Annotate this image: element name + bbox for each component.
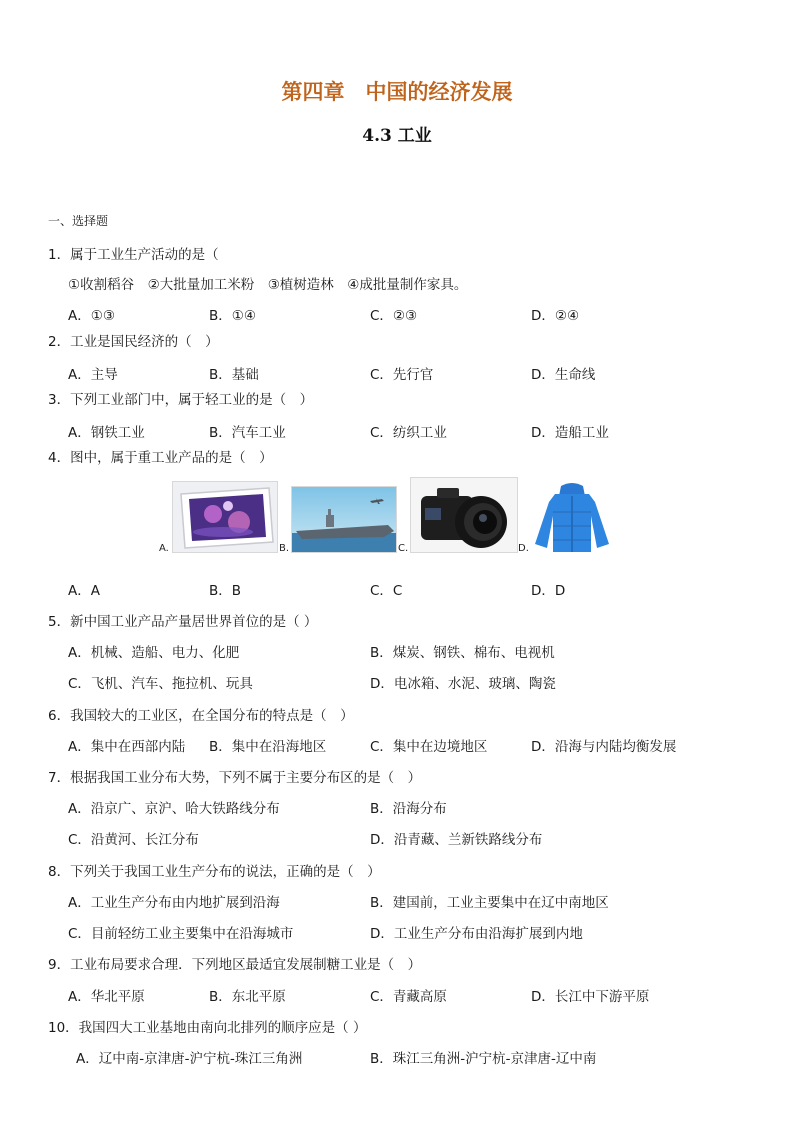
option-b: B．①④: [209, 308, 256, 324]
option-b: B．集中在沿海地区: [209, 739, 327, 755]
question-stem: 10．我国四大工业基地由南向北排列的顺序应是（ ）: [48, 1020, 367, 1036]
jacket-image: [530, 481, 612, 553]
aircraft-carrier-image: [291, 486, 397, 553]
option-a: A．华北平原: [68, 989, 145, 1005]
question-stem: 1．属于工业生产活动的是（: [48, 247, 219, 263]
option-b: B．B: [209, 583, 242, 599]
option-a: A．工业生产分布由内地扩展到沿海: [68, 895, 280, 911]
question-stem: 5．新中国工业产品产量居世界首位的是（ ）: [48, 614, 318, 630]
question-stem: 4．图中，属于重工业产品的是（ ）: [48, 450, 273, 466]
option-c: C．②③: [370, 308, 418, 324]
question-stem: 7．根据我国工业分布大势，下列不属于主要分布区的是（ ）: [48, 770, 422, 786]
option-a: A．A: [68, 583, 100, 599]
option-d: D．沿海与内陆均衡发展: [531, 739, 677, 755]
image-label-c: C.: [398, 543, 409, 554]
option-c: C．纺织工业: [370, 425, 447, 441]
lesson-title: 4.3 工业: [362, 126, 432, 146]
question-stem: 2．工业是国民经济的（ ）: [48, 334, 219, 350]
option-c: C．C: [370, 583, 403, 599]
option-c: C．目前轻纺工业主要集中在沿海城市: [68, 926, 294, 942]
image-label-a: A.: [159, 543, 169, 554]
option-d: D．②④: [531, 308, 580, 324]
tablet-image: [172, 481, 278, 553]
option-d: D．生命线: [531, 367, 596, 383]
option-a: A．主导: [68, 367, 118, 383]
option-b: B．东北平原: [209, 989, 286, 1005]
option-b: B．汽车工业: [209, 425, 286, 441]
question-sub-items: ①收割稻谷 ②大批量加工米粉 ③植树造林 ④成批量制作家具。: [68, 277, 468, 293]
camera-image: [410, 477, 518, 553]
option-c: C．沿黄河、长江分布: [68, 832, 199, 848]
option-d: D．D: [531, 583, 566, 599]
option-a: A．沿京广、京沪、哈大铁路线分布: [68, 801, 280, 817]
option-a: A．①③: [68, 308, 115, 324]
option-c: C．飞机、汽车、拖拉机、玩具: [68, 676, 253, 692]
option-c: C．集中在边境地区: [370, 739, 488, 755]
question-stem: 3．下列工业部门中，属于轻工业的是（ ）: [48, 392, 314, 408]
option-d: D．沿青藏、兰新铁路线分布: [370, 832, 543, 848]
option-b: B．煤炭、钢铁、棉布、电视机: [370, 645, 555, 661]
option-b: B．沿海分布: [370, 801, 447, 817]
section-heading: 一、选择题: [48, 214, 109, 228]
option-c: C．先行官: [370, 367, 434, 383]
option-d: D．长江中下游平原: [531, 989, 650, 1005]
option-a: A．辽中南-京津唐-沪宁杭-珠江三角洲: [76, 1051, 303, 1067]
option-a: A．钢铁工业: [68, 425, 145, 441]
question-stem: 8．下列关于我国工业生产分布的说法，正确的是（ ）: [48, 864, 381, 880]
option-b: B．建国前，工业主要集中在辽中南地区: [370, 895, 609, 911]
image-label-b: B.: [279, 543, 290, 554]
image-label-d: D.: [518, 543, 529, 554]
chapter-title: 第四章 中国的经济发展: [281, 79, 513, 104]
option-a: A．集中在西部内陆: [68, 739, 186, 755]
option-d: D．工业生产分布由沿海扩展到内地: [370, 926, 583, 942]
question-stem: 6．我国较大的工业区，在全国分布的特点是（ ）: [48, 708, 354, 724]
option-c: C．青藏高原: [370, 989, 447, 1005]
option-b: B．基础: [209, 367, 259, 383]
question-stem: 9．工业布局要求合理．下列地区最适宜发展制糖工业是（ ）: [48, 957, 422, 973]
option-b: B．珠江三角洲-沪宁杭-京津唐-辽中南: [370, 1051, 597, 1067]
option-a: A．机械、造船、电力、化肥: [68, 645, 240, 661]
option-d: D．造船工业: [531, 425, 609, 441]
option-d: D．电冰箱、水泥、玻璃、陶瓷: [370, 676, 556, 692]
